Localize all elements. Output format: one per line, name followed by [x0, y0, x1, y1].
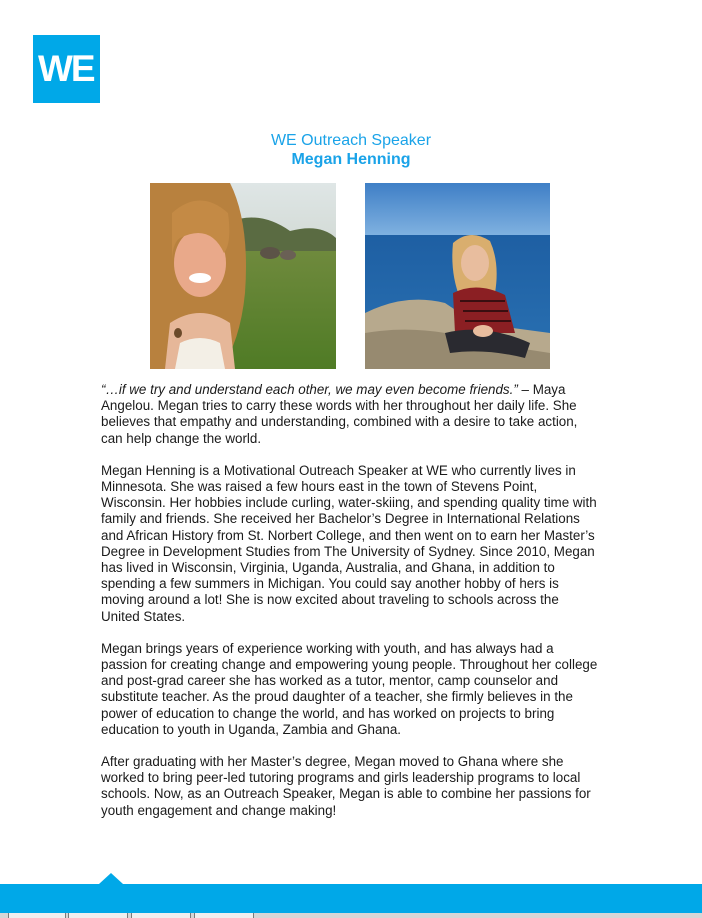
sheet-tab[interactable]: [68, 913, 128, 918]
page-subtitle: WE Outreach Speaker: [270, 132, 432, 149]
sheet-tab[interactable]: [8, 913, 66, 918]
bio-paragraph-4: After graduating with her Master’s degree, Megan moved to Ghana where she worked to bring peer-led tutoring programs and girls leadership programs to local schools. Now, as an Outreach Speaker, Megan is able to combine her passions for youth engagement and change making!: [101, 754, 591, 818]
angelou-quote: “…if we try and understand each other, we may even become friends.”: [101, 382, 518, 397]
speaker-heading: [0, 131, 702, 169]
bio-paragraph-3: Megan brings years of experience working with youth, and has always had a passion for creating change and empowering young people. Throughout her college and post-grad career she has worked as a tutor, mentor, camp counselor and substitute teacher. As the proud daughter of a teacher, she firmly believes in the power of education to change the world, and has worked on projects to bring education to youth in Uganda, Zambia and Ghana.: [101, 640, 598, 737]
sheet-tab[interactable]: [194, 913, 254, 918]
we-logo-text: WE: [38, 48, 94, 89]
footer-bar: [0, 884, 702, 913]
we-logo: [33, 35, 100, 103]
sheet-tab-strip: [0, 913, 702, 918]
portrait-field-photo: [150, 183, 336, 369]
footer-notch: [99, 873, 123, 884]
biography: [101, 382, 601, 835]
portrait-cliff-ocean-photo: [365, 183, 550, 369]
bio-paragraph-1: [101, 382, 601, 447]
bio-paragraph-1-text: – Maya Angelou. Megan tries to carry these words with her throughout her daily life. She believes that empathy and understanding, combined with a desire to take action, can help change the world.: [101, 382, 578, 446]
sheet-tab[interactable]: [131, 913, 191, 918]
speaker-name: Megan Henning: [291, 151, 411, 168]
bio-paragraph-2: Megan Henning is a Motivational Outreach Speaker at WE who currently lives in Minnesota. She was raised a few hours east in the town of Stevens Point, Wisconsin. Her hobbies include curling, water-skiing, and spending quality time with family and friends. She received her Bachelor’s Degree in International Relations and African History from St. Norbert College, and then went on to earn her Master’s Degree in Development Studies from The University of Sydney. Since 2010, Megan has lived in Wisconsin, Virginia, Uganda, Australia, and Ghana, in addition to spending a few summers in Michigan. You could say another hobby of hers is moving around a lot! She is now excited about traveling to schools across the United States.: [101, 462, 597, 624]
